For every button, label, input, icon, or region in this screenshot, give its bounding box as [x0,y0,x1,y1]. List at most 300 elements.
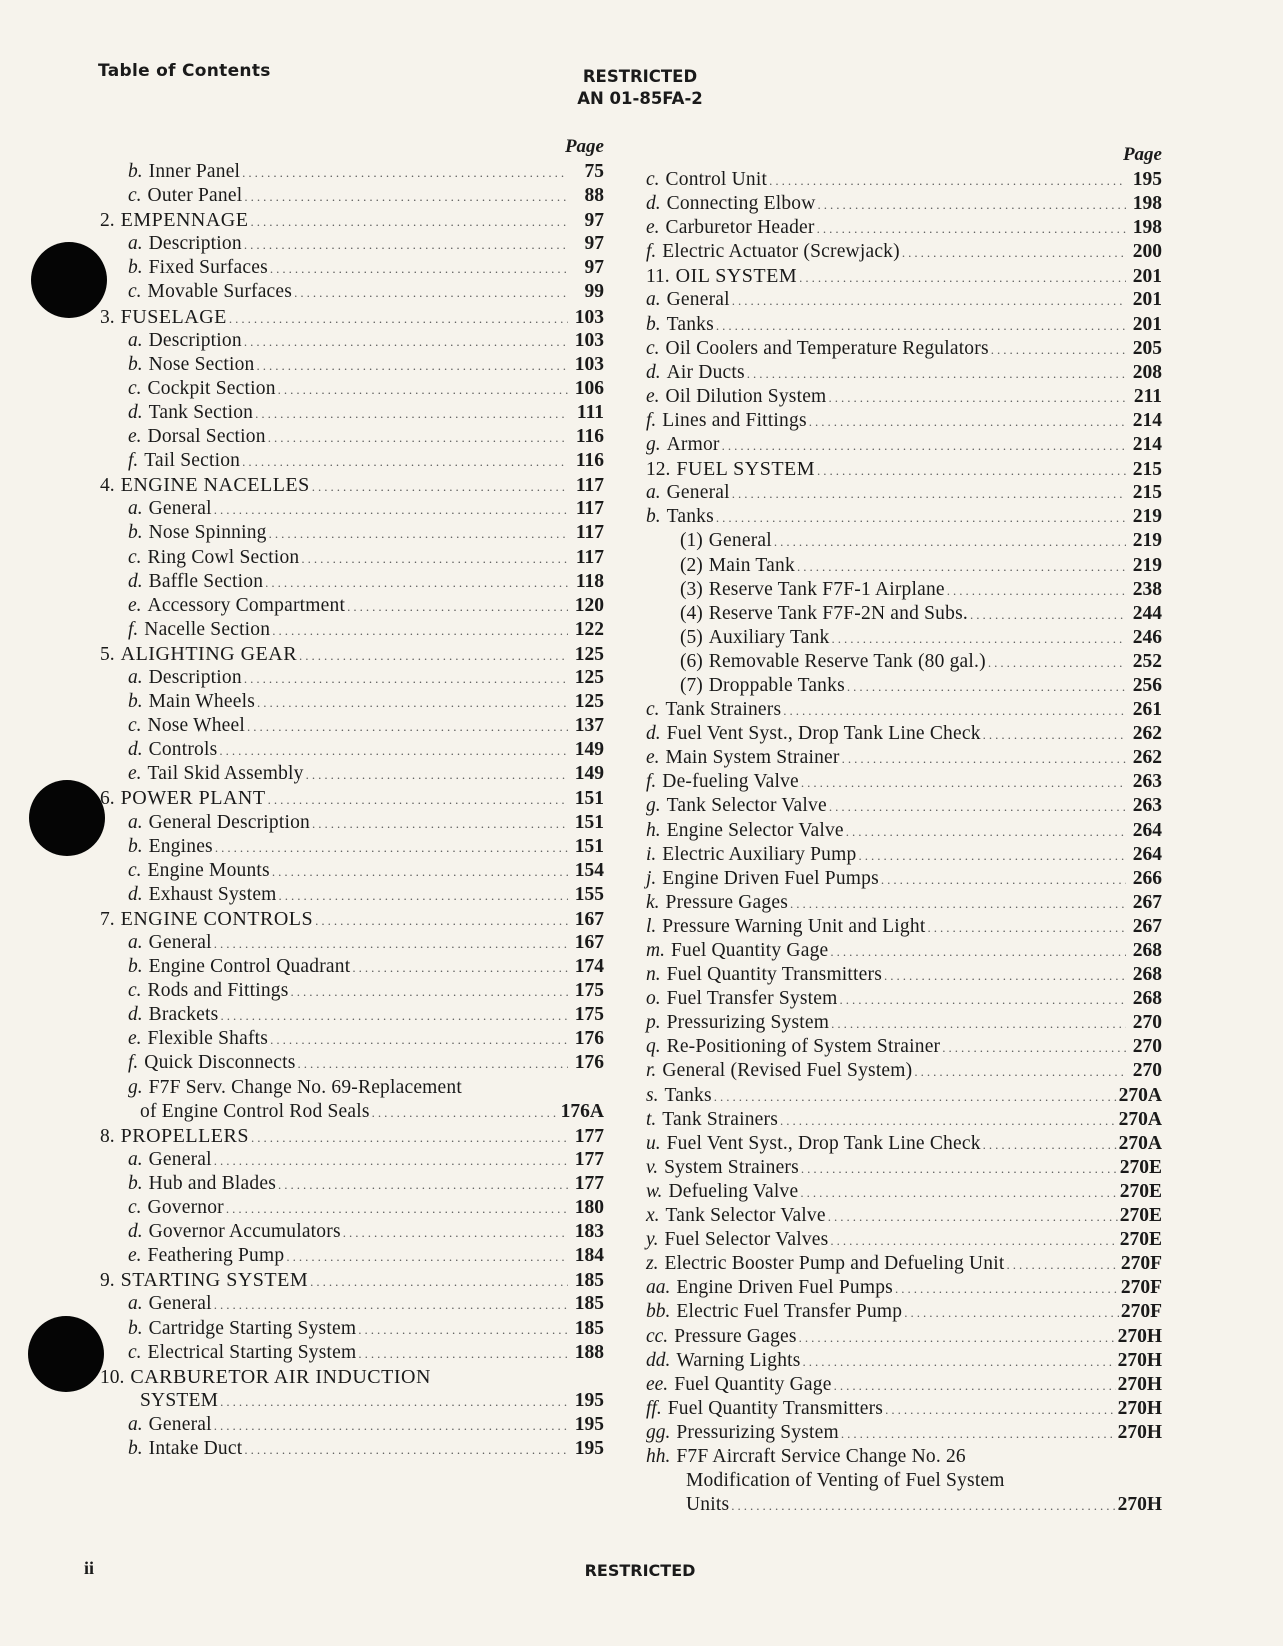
entry-page-number: 149 [574,763,604,785]
dot-leader [832,627,1126,651]
entry-title: Fuel Quantity Gage [670,940,829,961]
entry-page-number: 211 [1133,385,1162,407]
entry-title: Tanks [666,313,714,335]
toc-entry [100,811,604,835]
entry-title: Armor [666,434,720,456]
dot-leader [799,1326,1116,1350]
toc-entry [646,626,1162,650]
entry-label: e. [128,426,142,448]
entry-title: Air Ducts [666,361,745,383]
dot-leader [983,723,1126,747]
dot-leader [244,185,568,209]
dot-leader [801,1157,1118,1181]
entry-label: (6) [680,650,703,672]
entry-page-number: 267 [1132,891,1162,913]
entry-title: Fuel Vent Syst., Drop Tank Line Check [666,1132,981,1154]
page-column-heading: Page [564,136,604,157]
entry-page-number: 252 [1132,650,1162,672]
entry-label: a. [128,666,143,688]
entry-title: Tank Selector Valve [665,1205,826,1227]
dot-leader [265,571,568,595]
entry-label: a. [128,932,143,953]
entry-label: x. [646,1205,660,1227]
toc-entry [100,1003,604,1027]
entry-title: Fuel Vent Syst., Drop Tank Line Check [666,723,981,745]
entry-title: EMPENNAGE [120,209,249,232]
entry-title: SYSTEM [140,1389,219,1411]
entry-title: CARBURETOR AIR INDUCTION [130,1365,431,1388]
entry-label: g. [646,795,661,817]
entry-label: b. [128,956,143,978]
dot-leader [226,1197,568,1221]
toc-entry [100,256,604,280]
entry-label: 12. [646,459,671,481]
toc-entry [646,216,1162,240]
toc-entry [646,843,1162,867]
entry-page-number: 205 [1132,337,1162,359]
entry-page-number: 103 [574,329,604,351]
dot-leader [1006,1253,1118,1277]
entry-label: d. [128,401,143,423]
toc-entry [646,1349,1162,1373]
toc-entry [646,361,1162,385]
toc-entry [100,449,604,473]
entry-page-number: 270 [1132,1060,1162,1082]
entry-label: b. [128,835,143,857]
entry-page-number: 262 [1132,723,1162,745]
entry-label: c. [128,377,142,399]
entry-page-number: 214 [1132,409,1162,431]
toc-left-column [100,136,604,1461]
dot-leader [988,651,1126,675]
entry-page-number: 103 [574,353,604,375]
entry-page-number: 270A [1118,1108,1162,1130]
entry-title: Tail Skid Assembly [147,763,304,785]
dot-leader [884,964,1126,988]
entry-page-number: 183 [574,1221,604,1243]
entry-title: Tanks [664,1084,712,1106]
entry-label: q. [646,1036,661,1058]
dot-leader [215,836,568,860]
toc-entry [646,602,1162,626]
entry-page-number: 264 [1132,819,1162,841]
entry-title: Cartridge Starting System [148,1317,357,1339]
entry-label: e. [128,594,142,616]
toc-entry [100,1051,604,1075]
entry-page-number: 270H [1117,1373,1162,1395]
entry-page-number: 103 [574,306,604,328]
entry-title: Cockpit Section [147,377,276,399]
entry-page-number: 97 [584,233,604,255]
entry-page-number: 263 [1132,771,1162,793]
entry-page-number: 270H [1117,1421,1162,1443]
dot-leader [279,884,568,908]
entry-label: ff. [646,1397,662,1419]
entry-page-number: 270F [1120,1253,1162,1275]
toc-entry [100,618,604,642]
dot-leader [250,210,568,234]
toc-entry [646,578,1162,602]
entry-page-number: 97 [584,257,604,279]
dot-leader [817,217,1126,241]
entry-page-number: 270E [1119,1156,1162,1178]
entry-page-number: 270A [1118,1084,1162,1106]
entry-label: b. [646,506,661,528]
toc-entry [100,208,604,232]
entry-page-number: 195 [574,1413,604,1435]
toc-entry [646,1011,1162,1035]
entry-label: 8. [100,1125,115,1147]
entry-label: s. [646,1084,659,1106]
entry-label: f. [128,1052,139,1074]
entry-label: dd. [646,1349,671,1371]
entry-label: u. [646,1132,661,1154]
entry-page-number: 270 [1132,1036,1162,1058]
toc-entry [100,762,604,786]
dot-leader [242,161,568,185]
toc-entry [646,457,1162,481]
entry-page-number: 155 [574,883,604,905]
dot-leader [818,193,1126,217]
toc-entry [100,1220,604,1244]
entry-page-number: 270 [1132,1012,1162,1034]
entry-page-number: 195 [574,1389,604,1411]
entry-label: y. [646,1229,659,1251]
entry-title: Governor Accumulators [148,1221,341,1243]
toc-entry [646,1445,1162,1469]
toc-entry [646,264,1162,288]
dot-leader [372,1101,559,1125]
dot-leader [270,1028,568,1052]
entry-page-number: 122 [574,618,604,640]
entry-title: Outer Panel [147,185,243,207]
toc-entry [646,1108,1162,1132]
dot-leader [251,1126,568,1150]
entry-page-number: 195 [1132,169,1162,190]
document-header [540,66,740,110]
entry-label: e. [128,763,142,785]
section-title: Table of Contents [98,61,271,81]
entry-title: Quick Disconnects [144,1052,296,1074]
toc-entry [100,594,604,618]
entry-label: p. [646,1012,661,1034]
punch-hole-bottom [28,1316,104,1392]
toc-entry [646,1421,1162,1445]
toc-list-right [646,168,1162,1517]
entry-title: Modification of Venting of Fuel System [686,1470,1005,1492]
entry-page-number: 176 [574,1052,604,1074]
entry-page-number: 117 [575,498,604,520]
page-column-heading: Page [1122,144,1162,165]
toc-entry [100,666,604,690]
entry-title: ENGINE NACELLES [120,474,310,497]
dot-leader [895,1277,1119,1301]
entry-page-number: 137 [574,715,604,737]
toc-entry [100,1148,604,1172]
entry-page-number: 264 [1132,843,1162,865]
entry-page-number: 201 [1132,289,1162,311]
dot-leader [783,699,1126,723]
dot-leader [278,1173,568,1197]
dot-leader [291,980,568,1004]
entry-title: Governor [147,1197,224,1219]
dot-leader [769,169,1126,193]
dot-leader [809,410,1126,434]
dot-leader [214,1149,568,1173]
toc-entry [100,1268,604,1292]
entry-page-number: 125 [574,691,604,713]
dot-leader [299,644,568,668]
entry-title: Rods and Fittings [147,980,289,1002]
entry-label: f. [128,450,139,472]
toc-entry [646,385,1162,409]
toc-entry [646,963,1162,987]
dot-leader [830,1229,1117,1253]
entry-title: Main Tank [708,554,795,576]
toc-entry [646,794,1162,818]
entry-label: j. [646,867,657,889]
dot-leader [828,1205,1118,1229]
entry-page-number: 195 [574,1437,604,1459]
toc-entry [646,288,1162,312]
entry-page-number: 270E [1119,1205,1162,1227]
entry-page-number: 270F [1120,1301,1162,1323]
dot-leader [214,932,568,956]
entry-title: Engine Selector Valve [666,819,844,841]
dot-leader [914,1060,1126,1084]
entry-label: a. [128,811,143,833]
entry-title: Nose Section [148,353,255,375]
toc-entry [100,425,604,449]
dot-leader [298,1052,568,1076]
entry-page-number: 175 [574,980,604,1002]
entry-title: General [148,1148,212,1170]
entry-title: General [708,530,772,552]
entry-page-number: 120 [574,594,604,616]
entry-page-number: 215 [1132,459,1162,481]
toc-entry [100,859,604,883]
entry-label: a. [128,1413,143,1435]
entry-title: General [148,1413,212,1435]
entry-label: a. [128,329,143,351]
dot-leader [732,482,1126,506]
entry-label: m. [646,940,665,961]
entry-label: c. [128,1341,142,1363]
toc-entry [646,1156,1162,1180]
entry-page-number: 263 [1132,795,1162,817]
toc-entry [100,401,604,425]
entry-label: 2. [100,210,115,232]
toc-entry [100,979,604,1003]
toc-entry [646,192,1162,216]
toc-entry [646,1469,1162,1493]
dot-leader [242,450,568,474]
dot-leader [294,281,568,305]
entry-label: 5. [100,643,115,665]
toc-entry [100,473,604,497]
entry-page-number: 151 [574,811,604,833]
entry-label: bb. [646,1301,671,1323]
dot-leader [247,715,568,739]
toc-entry [646,891,1162,915]
toc-entry [646,168,1162,192]
entry-page-number: 88 [584,185,604,207]
dot-leader [970,603,1126,627]
entry-label: b. [128,691,143,713]
entry-page-number: 117 [575,522,604,544]
entry-page-number: 270E [1119,1229,1162,1251]
dot-leader [722,434,1126,458]
entry-title: General Description [148,811,310,833]
entry-title: System Strainers [664,1156,799,1178]
toc-entry [646,1325,1162,1349]
toc-entry [646,240,1162,264]
entry-page-number: 125 [574,666,604,688]
entry-title: Movable Surfaces [147,281,293,303]
toc-entry [100,497,604,521]
entry-page-number: 176 [574,1028,604,1050]
toc-entry [100,280,604,304]
entry-page-number: 117 [575,546,604,568]
entry-label: cc. [646,1325,669,1347]
toc-entry [100,931,604,955]
toc-entry [646,313,1162,337]
entry-label: b. [128,1317,143,1339]
entry-title: Inner Panel [148,161,241,182]
dot-leader [220,1004,568,1028]
dot-leader [834,1374,1116,1398]
entry-title: Engine Control Quadrant [148,956,351,978]
entry-label: d. [128,570,143,592]
entry-title: Main Wheels [148,691,255,713]
dot-leader [257,691,568,715]
entry-label: d. [128,883,143,905]
entry-title: Baffle Section [148,570,264,592]
entry-title: Lines and Fittings [662,409,807,431]
toc-entry [646,1300,1162,1324]
toc-entry [646,433,1162,457]
toc-entry [100,160,604,184]
entry-title: Tank Strainers [662,1108,778,1130]
entry-title: Dorsal Section [147,426,266,448]
entry-title: Accessory Compartment [147,594,346,616]
entry-label: c. [128,1197,142,1219]
toc-entry [646,409,1162,433]
footer-classification: RESTRICTED [584,1561,696,1580]
entry-page-number: 261 [1132,699,1162,721]
entry-label: a. [128,1293,143,1315]
toc-entry [100,738,604,762]
entry-title: ALIGHTING GEAR [120,642,298,665]
entry-page-number: 185 [574,1270,604,1292]
entry-page-number: 117 [575,475,604,497]
entry-title: Electric Auxiliary Pump [662,843,857,865]
dot-leader [714,1085,1117,1109]
entry-title: PROPELLERS [120,1124,249,1147]
dot-leader [817,459,1126,483]
entry-title: STARTING SYSTEM [120,1269,309,1292]
dot-leader [343,1221,568,1245]
entry-page-number: 208 [1132,361,1162,383]
dot-leader [885,1398,1115,1422]
entry-page-number: 219 [1132,530,1162,552]
toc-entry [646,987,1162,1011]
toc-entry [100,1365,604,1389]
entry-label: 9. [100,1270,115,1292]
punch-hole-top [31,242,107,318]
entry-title: F7F Aircraft Service Change No. 26 [676,1445,966,1467]
entry-page-number: 116 [575,426,604,448]
entry-label: (3) [680,578,703,600]
entry-page-number: 201 [1132,266,1162,288]
entry-title: Auxiliary Tank [708,626,830,648]
toc-entry [100,377,604,401]
entry-page-number: 176A [560,1100,604,1122]
entry-title: Reserve Tank F7F-2N and Subs. [708,602,968,624]
entry-title: Pressure Gages [674,1325,797,1347]
entry-label: c. [128,281,142,303]
toc-entry [100,1244,604,1268]
dot-leader [716,506,1126,530]
entry-label: c. [646,169,660,190]
dot-leader [244,667,568,691]
entry-title: Description [148,329,242,351]
dot-leader [358,1342,568,1366]
entry-title: FUEL SYSTEM [676,458,816,481]
entry-label: d. [646,723,661,745]
dot-leader [842,747,1126,771]
entry-label: n. [646,964,661,986]
entry-label: h. [646,819,661,841]
toc-entry [100,1413,604,1437]
entry-label: e. [646,217,660,239]
dot-leader [983,1133,1117,1157]
entry-page-number: 268 [1132,988,1162,1010]
entry-label: hh. [646,1445,671,1467]
entry-page-number: 111 [576,401,604,423]
entry-label: 11. [646,266,670,288]
toc-entry [646,674,1162,698]
entry-label: a. [128,233,143,255]
dot-leader [244,330,568,354]
entry-page-number: 75 [584,161,604,182]
entry-label: o. [646,988,661,1010]
toc-entry [646,867,1162,891]
toc-entry [646,1373,1162,1397]
entry-title: Description [148,666,242,688]
dot-leader [312,812,568,836]
dot-leader [278,378,568,402]
entry-page-number: 116 [575,450,604,472]
toc-entry [100,305,604,329]
entry-label: c. [128,980,142,1002]
entry-page-number: 177 [574,1148,604,1170]
entry-title: FUSELAGE [120,305,227,328]
entry-title: Re-Positioning of System Strainer [666,1036,941,1058]
toc-entry [100,570,604,594]
dot-leader [829,795,1126,819]
entry-title: Fuel Quantity Transmitters [667,1397,884,1419]
dot-leader [244,233,568,257]
entry-title: Exhaust System [148,883,277,905]
entry-label: c. [128,546,142,568]
toc-entry [646,770,1162,794]
entry-label: b. [128,522,143,544]
entry-page-number: 219 [1132,554,1162,576]
entry-label: r. [646,1060,657,1082]
entry-page-number: 268 [1132,940,1162,961]
entry-title: Fuel Quantity Gage [674,1373,832,1395]
